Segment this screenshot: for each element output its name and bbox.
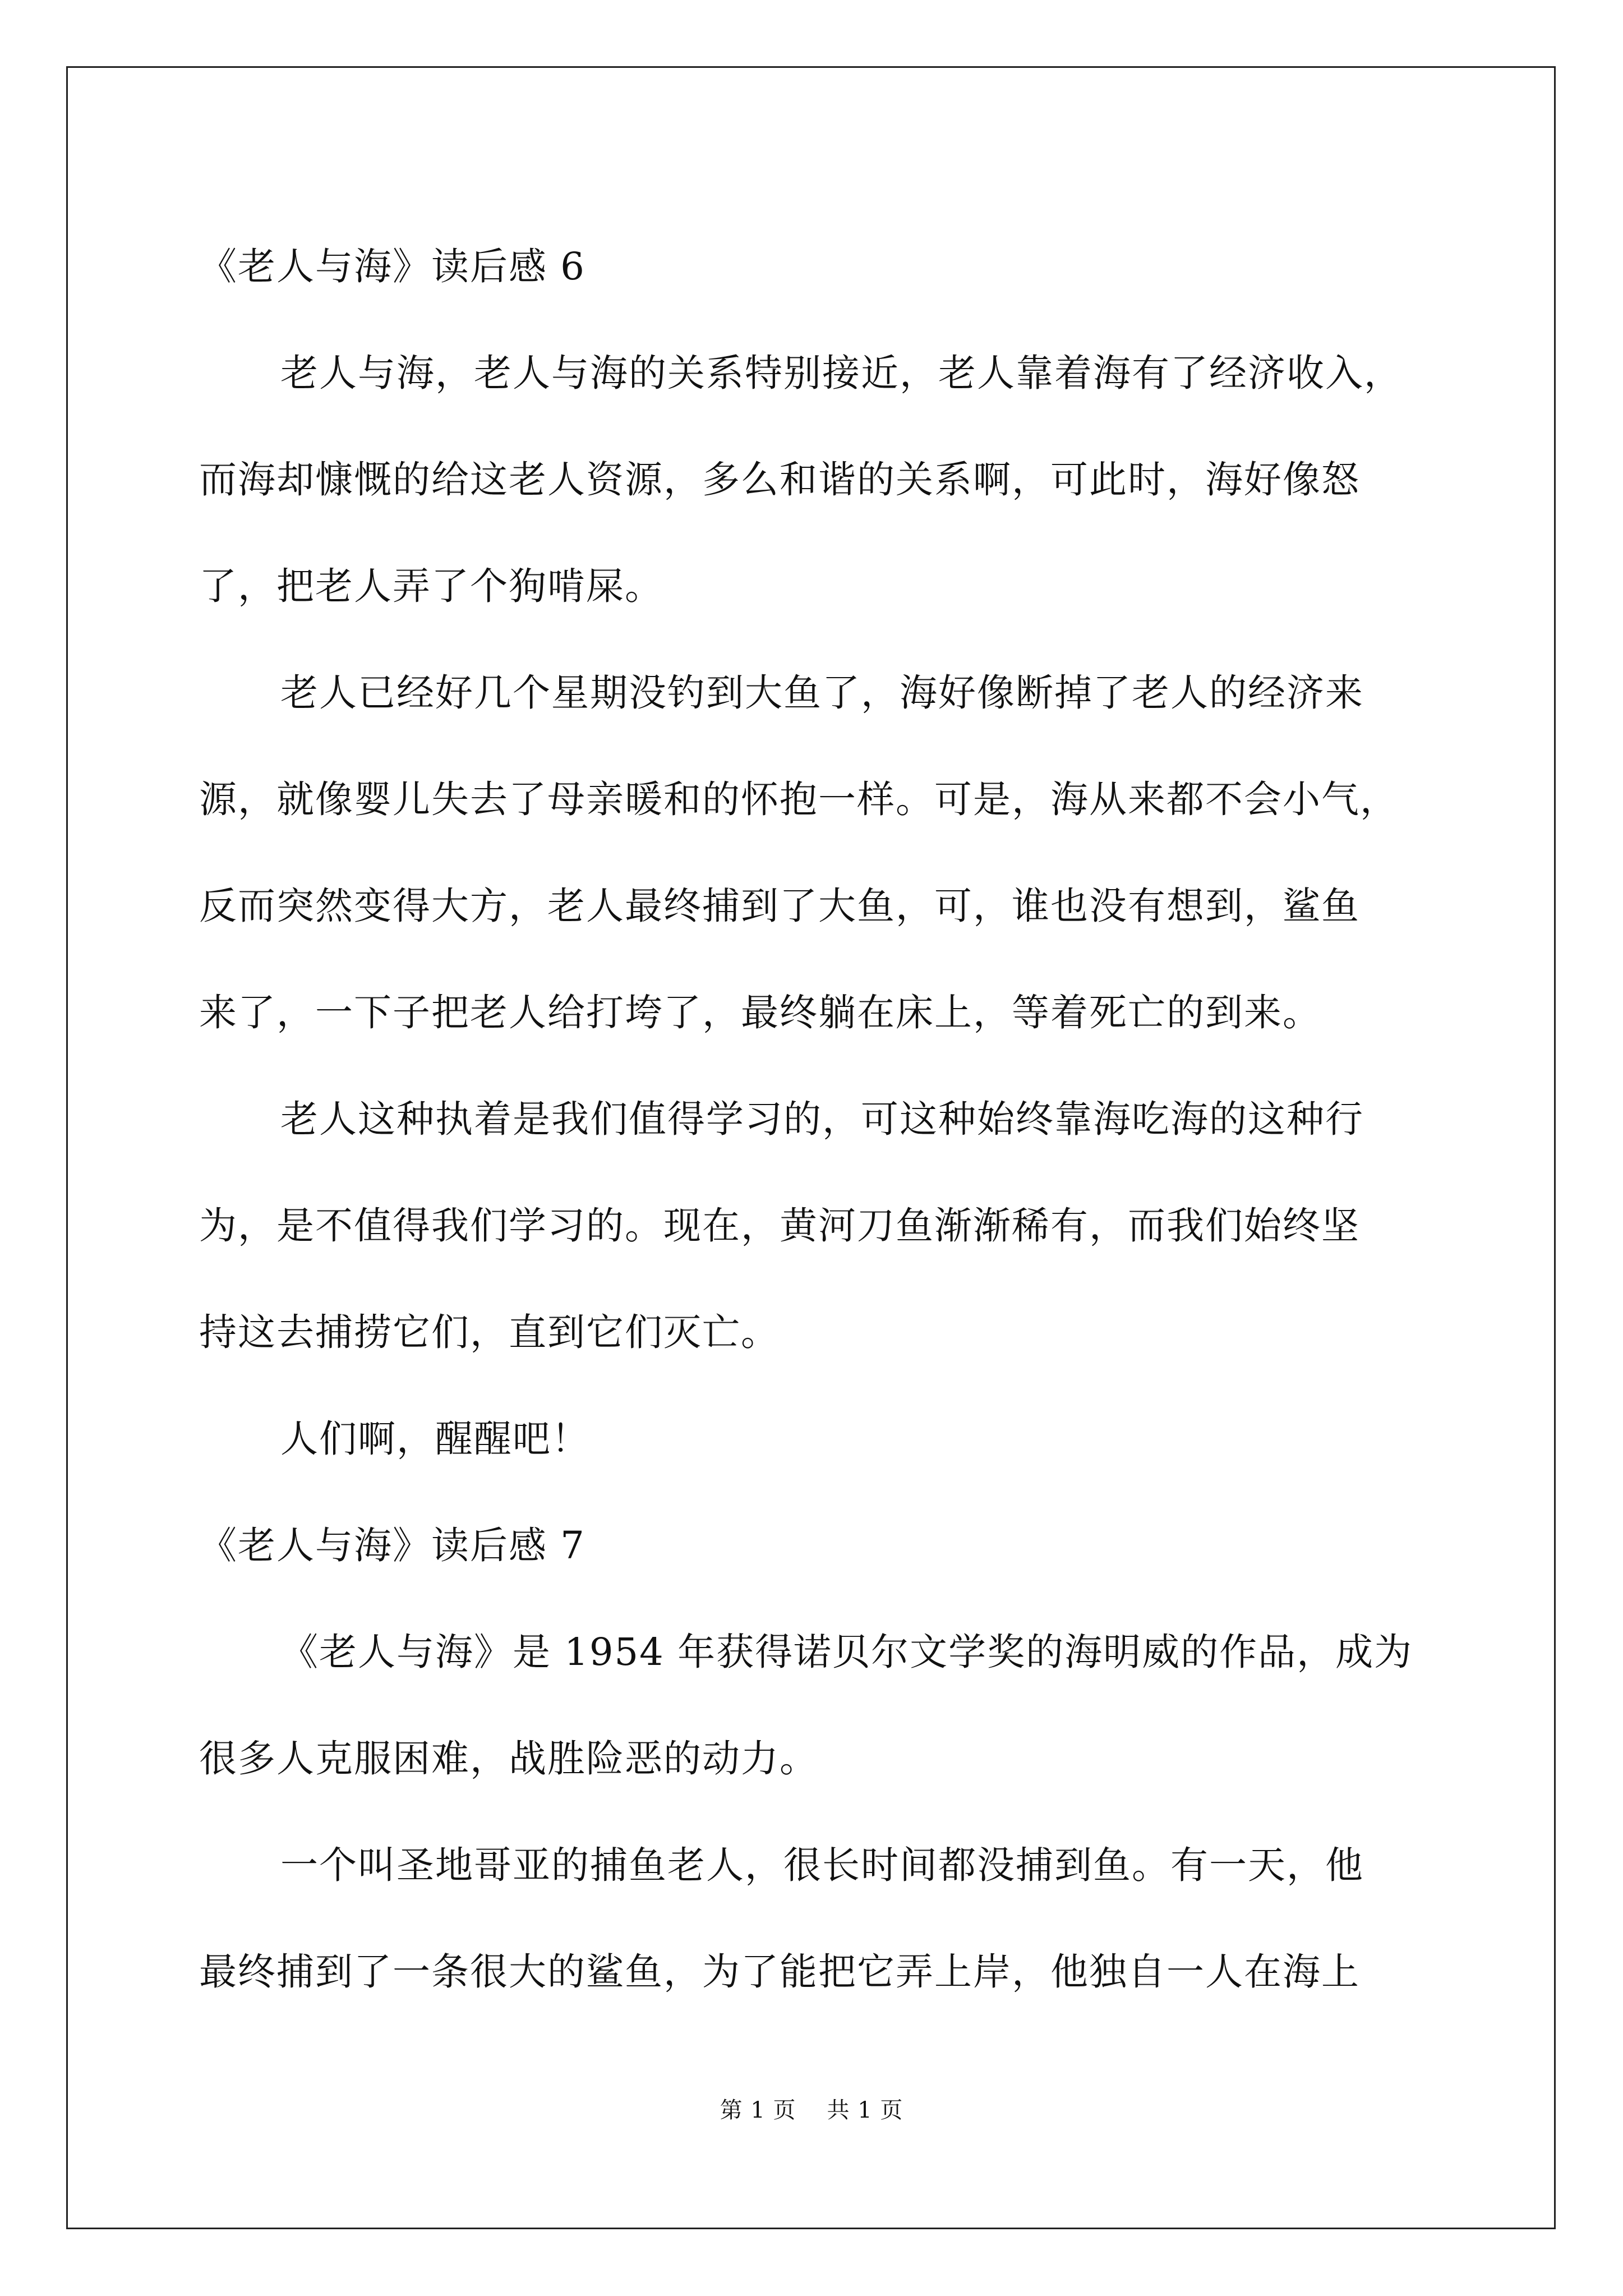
page-footer (0, 2093, 1623, 2127)
section-title-6: 《老人与海》读后感 6 (199, 245, 585, 288)
paragraph-line: 持这去捕捞它们，直到它们灭亡。 (199, 1310, 780, 1354)
paragraph-line: 反而突然变得大方，老人最终捕到了大鱼，可，谁也没有想到，鲨鱼 (199, 884, 1360, 928)
paragraph-line: 最终捕到了一条很大的鲨鱼，为了能把它弄上岸，他独自一人在海上 (199, 1950, 1360, 1994)
document-body (199, 213, 1433, 2025)
paragraph-line: 人们啊，醒醒吧！ (280, 1417, 590, 1461)
paragraph-line: 《老人与海》是 1954 年获得诺贝尔文学奖的海明威的作品，成为 (280, 1630, 1413, 1674)
paragraph-line: 老人已经好几个星期没钓到大鱼了，海好像断掉了老人的经济来 (280, 671, 1364, 715)
paragraph-line: 一个叫圣地哥亚的捕鱼老人，很长时间都没捕到鱼。有一天，他 (280, 1843, 1364, 1887)
paragraph-line: 老人与海，老人与海的关系特别接近，老人靠着海有了经济收入， (280, 351, 1403, 395)
paragraph-line: 了，把老人弄了个狗啃屎。 (199, 564, 663, 608)
page-number: 第 1 页 (720, 2097, 796, 2123)
paragraph-line: 为，是不值得我们学习的。现在，黄河刀鱼渐渐稀有，而我们始终坚 (199, 1204, 1360, 1248)
paragraph-line: 源，就像婴儿失去了母亲暖和的怀抱一样。可是，海从来都不会小气， (199, 777, 1399, 821)
paragraph-line: 而海却慷慨的给这老人资源，多么和谐的关系啊，可此时，海好像怒 (199, 458, 1360, 501)
paragraph-line: 很多人克服困难，战胜险恶的动力。 (199, 1737, 818, 1780)
paragraph-line: 老人这种执着是我们值得学习的，可这种始终靠海吃海的这种行 (280, 1097, 1364, 1141)
page-total: 共 1 页 (827, 2097, 903, 2123)
paragraph-line: 来了，一下子把老人给打垮了，最终躺在床上，等着死亡的到来。 (199, 991, 1321, 1034)
section-title-7: 《老人与海》读后感 7 (199, 1524, 585, 1567)
